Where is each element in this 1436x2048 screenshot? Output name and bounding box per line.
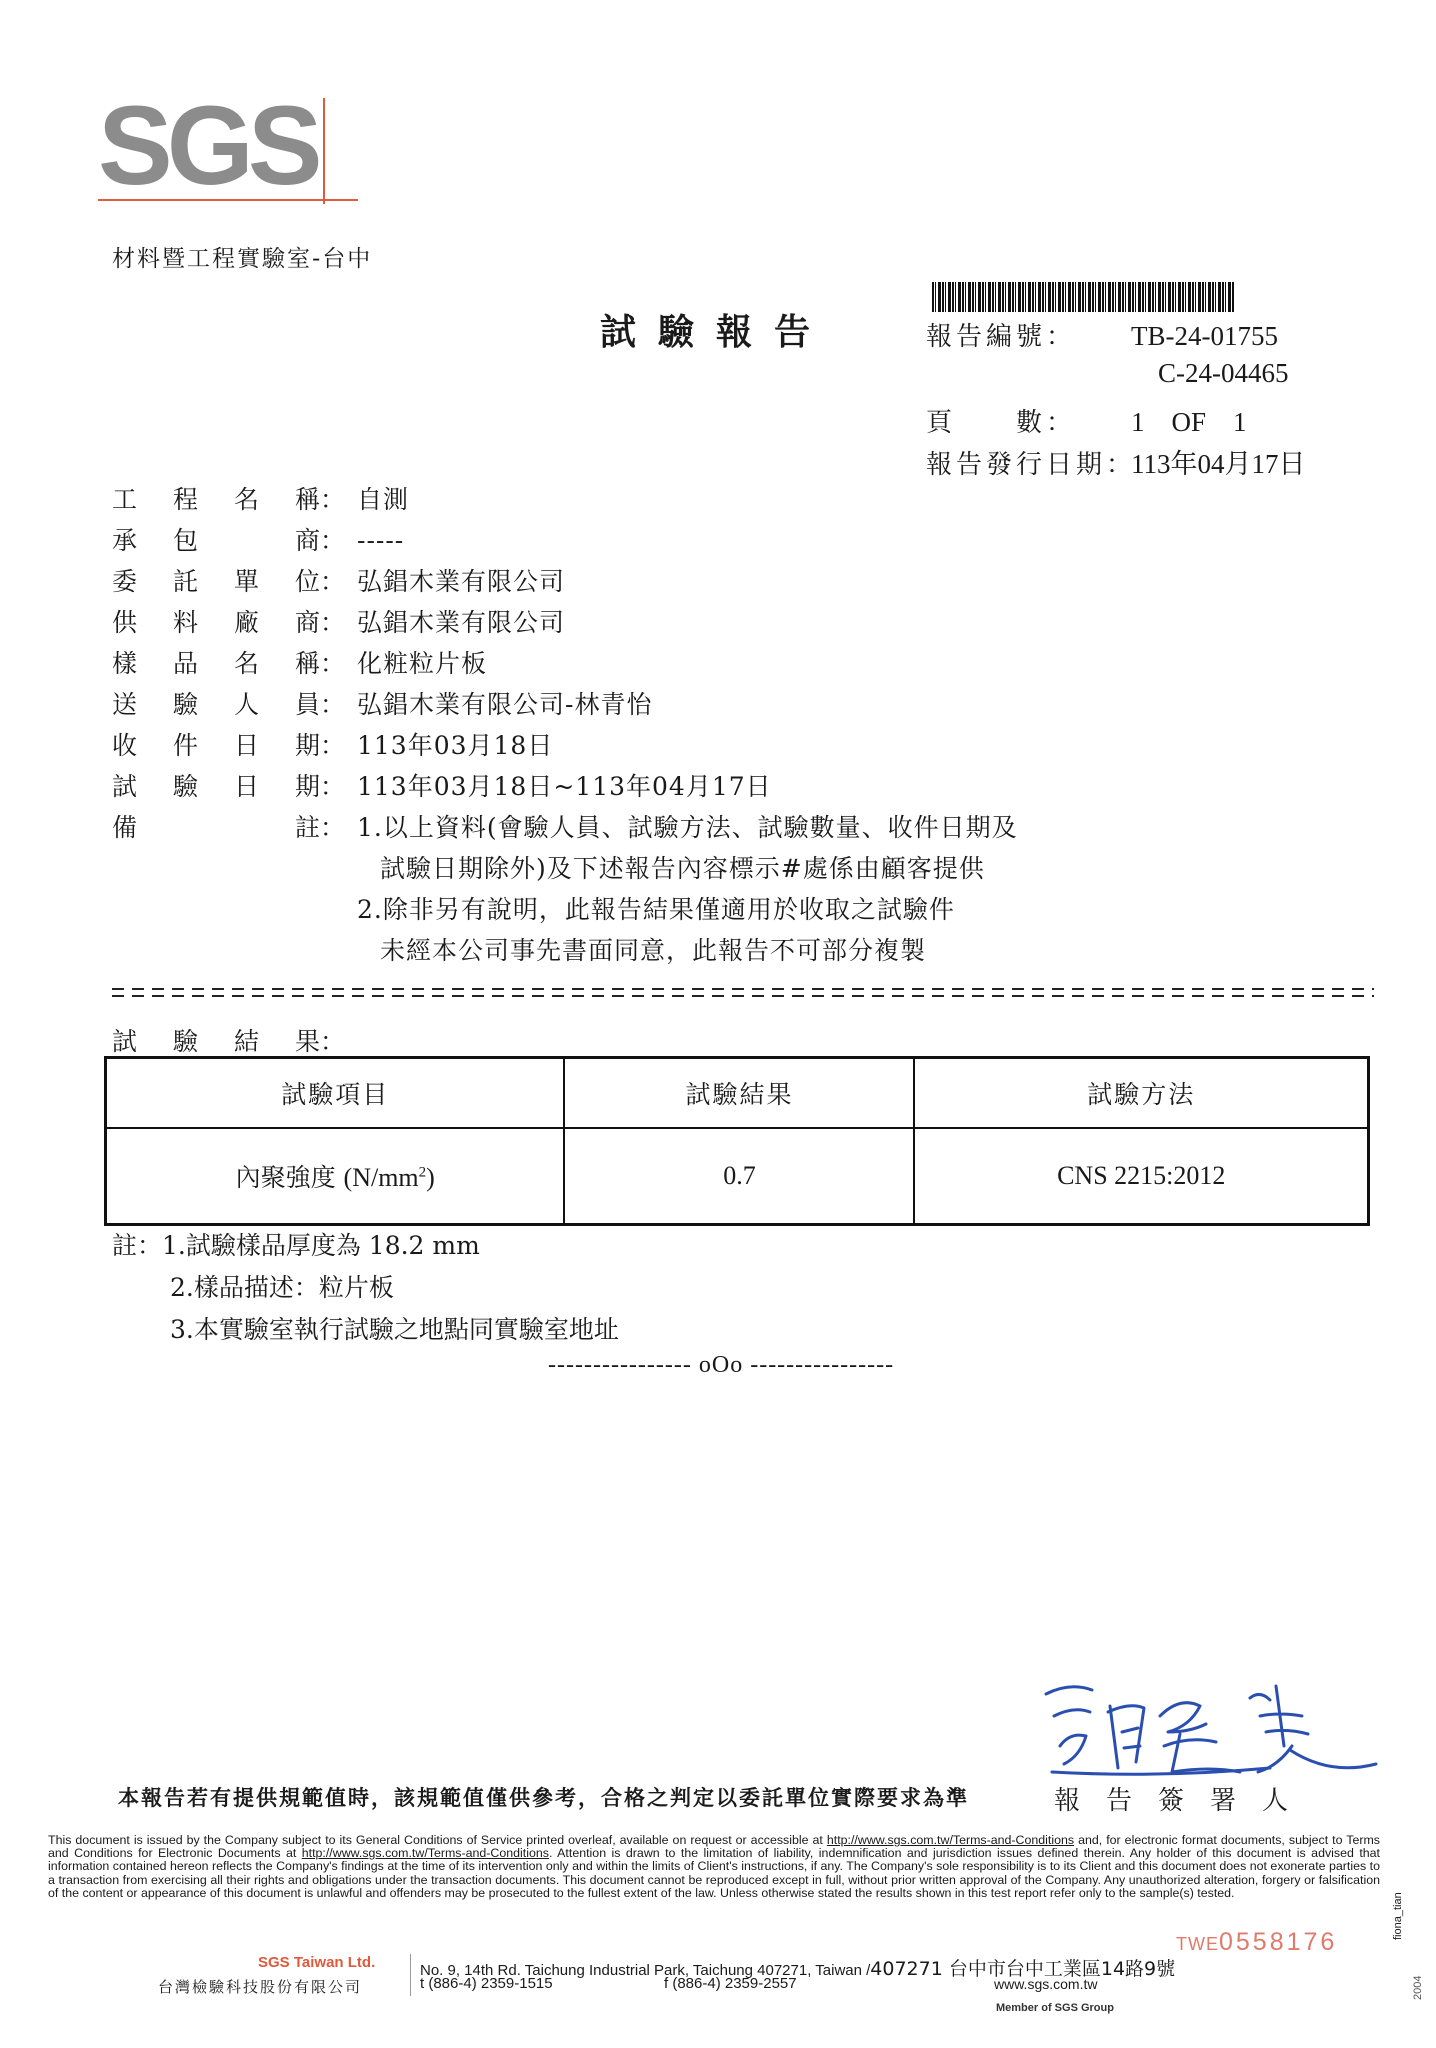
terms-link[interactable]: http://www.sgs.com.tw/Terms-and-Conditions [826,1833,1075,1847]
sample-row [112,644,487,680]
svg-text:SGS: SGS [98,84,317,204]
field-label: 樣 品 名 稱： [112,649,346,678]
received-row [112,726,553,762]
issue-date: 113年04月17日 [1131,449,1306,479]
test-date-row [112,767,772,803]
remark-line: 2.除非另有說明，此報告結果僅適用於收取之試驗件 [357,895,955,924]
company-address: No. 9, 14th Rd. Taichung Industrial Park, Taichung 407271, Taiwan /407271 台中市台中工業區14路9號 [420,1958,1176,1980]
issue-date-row [926,442,1306,481]
test-item: 內聚強度 $(N/mm^2)$ [106,1128,565,1225]
field-label: 工 程 名 稱： [112,485,346,514]
column-header: 試驗項目 [106,1058,565,1129]
fax: f (886-4) 2359-2557 [664,1975,797,1992]
operator-code: fiona_tian [1392,1892,1404,1940]
pages-value: 1 OF 1 [1131,407,1247,437]
column-header: 試驗結果 [564,1058,914,1129]
results-heading: 試 驗 結 果： [112,1027,346,1056]
test-result: 0.7 [564,1128,914,1225]
table-row [106,1128,1369,1225]
sample-name: 化粧粒片板 [357,649,488,678]
contractor-row [112,521,404,557]
field-label: 供 料 廠 商： [112,608,346,637]
field-label: 收 件 日 期： [112,731,346,760]
note-item: 2.樣品描述：粒片板 [170,1273,394,1302]
legal-fine-print: This document is issued by the Company subject to its General Conditions of Service printed overleaf, available on request or accessible at http://www.sgs.com.tw/Terms-and-Conditions and, for electronic format documents, subject to Terms and Conditions for Electronic Documents at http://www.sgs.com.tw/Terms-and-Conditions. Attention is drawn to the limitation of liability, indemnification and jurisdiction issues defined therein. Any holder of this document is advised that information contained hereon reflects the Company's findings at the time of its intervention only and within the limits of Client's instructions, if any. The Company's sole responsibility is to its Client and this document does not exonerate parties to a transaction from exercising all their rights and obligations under the transaction documents. This document cannot be reproduced except in full, without prior written approval of the Company. Any unauthorized alteration, forgery or falsification of the content or appearance of this document is unlawful and offenders may be prosecuted to the fullest extent of the law. Unless otherwise stated the results shown in this test report refer only to the sample(s) tested. [48,1833,1380,1900]
end-of-report-mark: ---------------- oOo ---------------- [548,1352,895,1378]
supplier: 弘錩木業有限公司 [357,608,566,637]
field-label: 備 註： [112,813,346,842]
supplier-row [112,603,565,639]
note-item: 3.本實驗室執行試驗之地點同實驗室地址 [170,1315,619,1344]
electronic-terms-link[interactable]: http://www.sgs.com.tw/Terms-and-Conditions [301,1846,549,1861]
note-item: 註：1.試驗樣品厚度為 18.2 mm [112,1231,480,1260]
client: 弘錩木業有限公司 [357,567,566,596]
website-link[interactable]: www.sgs.com.tw [994,1976,1098,1992]
remarks-row [112,808,1018,844]
submitter: 弘錩木業有限公司-林青怡 [357,690,653,719]
field-label: 承 包 商： [112,526,346,555]
serial-number: TWE0558176 [1176,1928,1338,1956]
report-number-label: 報告編號： [926,322,1077,352]
results-table [104,1056,1370,1226]
submitter-row [112,685,652,721]
field-label: 試 驗 日 期： [112,772,346,801]
client-row [112,562,565,598]
project-row [112,480,409,516]
table-header-row [106,1058,1369,1129]
signature [1040,1676,1380,1786]
specification-disclaimer: 本報告若有提供規範值時，該規範值僅供參考，合格之判定以委託單位實際要求為準 [118,1785,969,1810]
project-name: 自測 [357,485,410,514]
field-label: 委 託 單 位： [112,567,346,596]
signer-label: 報告簽署人 [1054,1786,1315,1816]
test-method: CNS 2215:2012 [914,1128,1368,1225]
test-date: 113年03月18日~113年04月17日 [357,772,772,801]
field-label: 送 驗 人 員： [112,690,346,719]
section-divider [112,988,1374,998]
report-number: TB-24-01755 [1131,321,1278,351]
report-number-2-row [1158,358,1289,389]
issue-date-label: 報告發行日期： [926,450,1137,480]
company-name-cn: 台灣檢驗科技股份有限公司 [158,1978,363,1996]
barcode [932,282,1234,312]
remark-line: 未經本公司事先書面同意，此報告不可部分複製 [380,936,927,965]
pages-label: 頁 數： [926,408,1077,438]
telephone: t (886-4) 2359-1515 [420,1975,553,1992]
column-header: 試驗方法 [914,1058,1368,1129]
company-name-en: SGS Taiwan Ltd. [258,1954,376,1971]
contractor: ----- [357,526,405,555]
remark-line: 試驗日期除外)及下述報告內容標示#處係由顧客提供 [380,854,985,883]
pages-row [926,400,1247,439]
document-title: 試驗報告 [600,311,833,353]
report-number-2: C-24-04465 [1158,358,1289,388]
received-date: 113年03月18日 [357,731,554,760]
sgs-logo [98,84,317,204]
lab-name: 材料暨工程實驗室-台中 [112,246,373,272]
member-of-group: Member of SGS Group [996,2002,1114,2014]
footer-divider [410,1954,411,1996]
remark-line: 1.以上資料(會驗人員、試驗方法、試驗數量、收件日期及 [357,813,1018,842]
form-code: 2004 [1412,1975,1424,2000]
report-number-row [926,316,1278,353]
